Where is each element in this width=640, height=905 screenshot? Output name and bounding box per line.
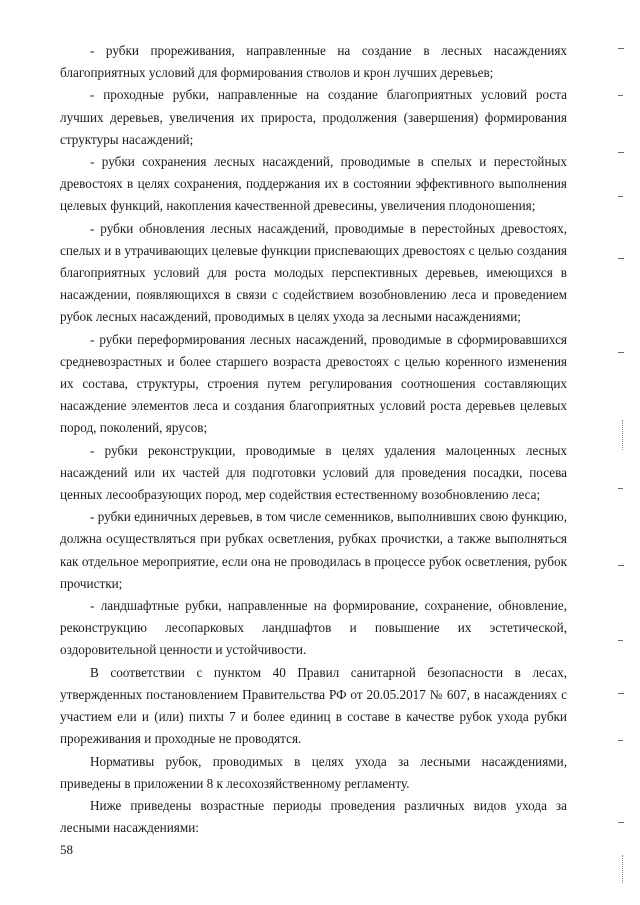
paragraph-thinning: - рубки прореживания, направленные на создание в лесных насаждениях благоприятных условий для формирования стволов и крон лучших деревьев; xyxy=(60,43,567,81)
page-number: 58 xyxy=(60,842,73,857)
scan-mark xyxy=(618,640,623,641)
scan-mark xyxy=(618,822,624,823)
paragraph-conservation-cuttings: - рубки сохранения лесных насаждений, проводимые в спелых и перестойных древостоях в целях сохранения, поддержания их в состоянии эффективного выполнения целевых функций, накопления качественной древесины, увеличения плодоношения; xyxy=(60,154,567,214)
paragraph-renewal-cuttings: - рубки обновления лесных насаждений, проводимые в перестойных древостоях, спелых и в утрачивающих целевые функции приспевающих древостоях с целью создания благоприятных условий для роста молодых перспективных деревьев, имеющихся в насаждении, появляющихся в связи с содействием возобновлению леса и проведением рубок лесных насаждений, проводимых в целях ухода за лесными насаждениями; xyxy=(60,220,567,325)
scan-dots xyxy=(622,420,624,450)
paragraph-single-tree-cuttings: - рубки единичных деревьев, в том числе семенников, выполнивших свою функцию, должна осуществляться при рубках осветления, рубках прочистки, а также выполняться как отдельное мероприятие, если она не проводилась в процессе рубок осветления, рубок прочистки; xyxy=(60,509,567,591)
paragraph-reconstruction-cuttings: - рубки реконструкции, проводимые в целях удаления малоценных лесных насаждений или их частей для подготовки условий для проведения посадки, посева ценных лесообразующих пород, мер содействия естественному возобновлению леса; xyxy=(60,442,567,503)
paragraph-passage-cuttings: - проходные рубки, направленные на создание благоприятных условий роста лучших деревьев, увеличения их прироста, продолжения (завершения) формирования структуры насаждений; xyxy=(60,87,567,147)
scan-dots xyxy=(622,855,624,883)
scan-mark xyxy=(618,258,624,259)
scan-mark xyxy=(618,196,623,197)
scan-mark xyxy=(618,693,624,694)
paragraph-reformation-cuttings: - рубки переформирования лесных насаждений, проводимые в сформировавшихся средневозрастных и более старшего возраста древостоях с целью коренного изменения их состава, структуры, строения путем регулирования соотношения составляющих насаждение элементов леса и создания благоприятных условий роста деревьев целевых пород, поколений, ярусов; xyxy=(60,331,567,436)
scan-mark xyxy=(618,740,623,741)
paragraph-sanitary-rules: В соответствии с пунктом 40 Правил санитарной безопасности в лесах, утвержденных постановлением Правительства РФ от 20.05.2017 № 607, в насаждениях с участием ели и (или) пихты 7 и более единиц в составе в качестве рубок ухода рубки прореживания и проходные не проводятся. xyxy=(60,664,567,747)
paragraph-norms-reference: Нормативы рубок, проводимых в целях ухода за лесными насаждениями, приведены в приложении 8 к лесохозяйственному регламенту. xyxy=(60,753,567,791)
body-text xyxy=(60,40,567,839)
scan-mark xyxy=(618,488,623,489)
scan-mark xyxy=(618,565,624,566)
scan-mark xyxy=(618,352,624,353)
scan-mark xyxy=(618,48,624,49)
scan-mark xyxy=(618,152,624,153)
paragraph-age-periods-intro: Ниже приведены возрастные периоды проведения различных видов ухода за лесными насаждениями: xyxy=(60,797,567,836)
paragraph-landscape-cuttings: - ландшафтные рубки, направленные на формирование, сохранение, обновление, реконструкцию лесопарковых ландшафтов и повышение их эстетической, оздоровительной ценности и устойчивости. xyxy=(60,598,567,658)
scan-mark xyxy=(618,95,623,96)
